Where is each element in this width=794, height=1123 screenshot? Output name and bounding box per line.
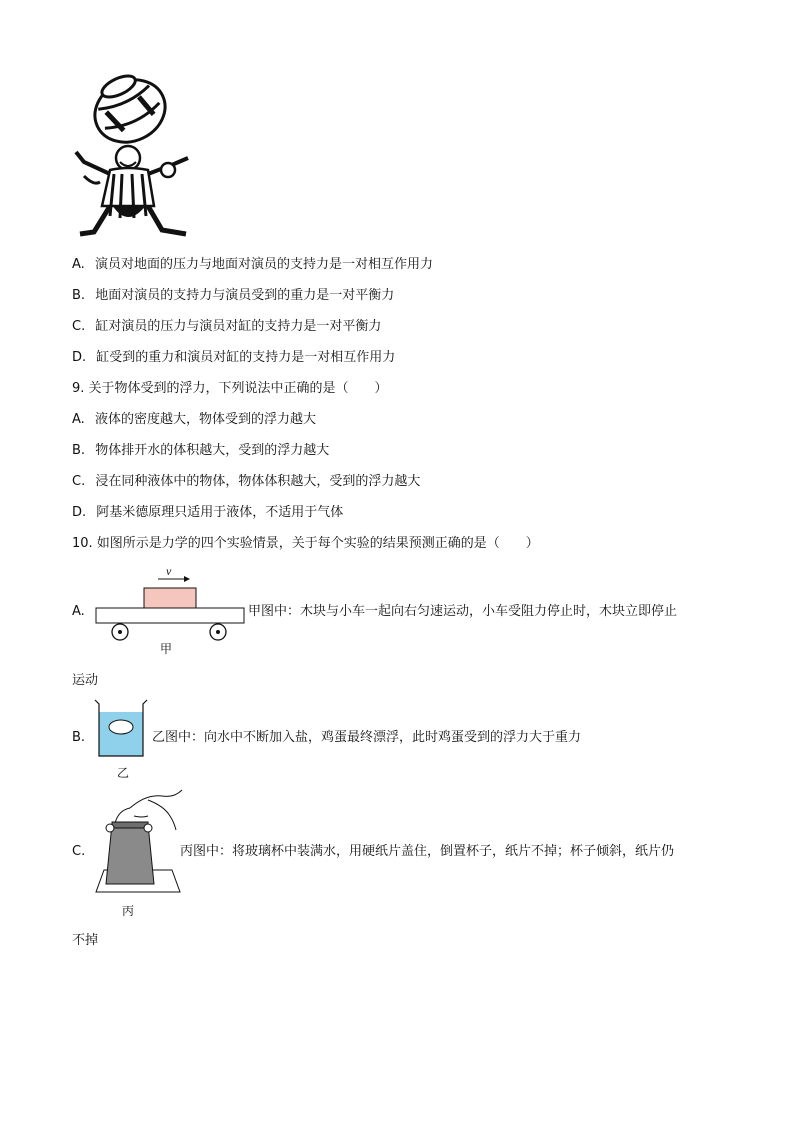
velocity-label: v xyxy=(166,564,172,578)
q10-stem: 10. 如图所示是力学的四个实验情景，关于每个实验的结果预测正确的是（ ） xyxy=(72,536,539,551)
q10-option-a-continuation: 运动 xyxy=(72,673,99,688)
q9-option-d xyxy=(72,504,343,522)
option-text: 缸受到的重力和演员对缸的支持力是一对相互作用力 xyxy=(96,350,396,365)
option-text: 阿基米德原理只适用于液体，不适用于气体 xyxy=(96,505,344,520)
q10-option-c-continuation: 不掉 xyxy=(72,933,99,948)
option-letter: A. xyxy=(72,412,85,427)
option-letter: D. xyxy=(72,350,87,365)
figure-caption-yi: 乙 xyxy=(117,766,130,780)
q9-option-a xyxy=(72,411,316,429)
q10-option-a-letter: A. xyxy=(72,604,85,619)
beaker-with-egg-diagram xyxy=(90,696,152,760)
option-text: 物体排开水的体积越大，受到的浮力越大 xyxy=(95,443,330,458)
figure-caption-jia: 甲 xyxy=(160,642,173,656)
option-letter: B. xyxy=(72,288,86,303)
cart-with-block-diagram xyxy=(92,563,248,643)
q8-option-c xyxy=(72,318,381,336)
option-text: 演员对地面的压力与地面对演员的支持力是一对相互作用力 xyxy=(94,257,433,272)
q10-option-c-text: 丙图中：将玻璃杯中装满水，用硬纸片盖住，倒置杯子，纸片不掉；杯子倾斜，纸片仍 xyxy=(180,844,675,859)
figure-caption-bing: 丙 xyxy=(122,904,135,918)
q9-option-c xyxy=(72,473,420,491)
performer-with-vat-illustration xyxy=(70,66,198,242)
q9-option-b xyxy=(72,442,329,460)
inverted-cup-diagram xyxy=(90,786,186,900)
q10-option-c-letter: C. xyxy=(72,844,86,859)
option-text: 浸在同种液体中的物体，物体体积越大，受到的浮力越大 xyxy=(95,474,421,489)
option-text: 地面对演员的支持力与演员受到的重力是一对平衡力 xyxy=(95,288,395,303)
q8-option-b xyxy=(72,287,394,305)
option-letter: B. xyxy=(72,443,86,458)
q10-option-a-text: 甲图中：木块与小车一起向右匀速运动，小车受阻力停止时，木块立即停止 xyxy=(248,604,678,619)
q8-option-a xyxy=(72,256,433,274)
option-letter: A. xyxy=(72,257,85,272)
option-letter: C. xyxy=(72,474,86,489)
option-letter: C. xyxy=(72,319,86,334)
q10-option-b-text: 乙图中：向水中不断加入盐，鸡蛋最终漂浮，此时鸡蛋受到的浮力大于重力 xyxy=(152,730,582,745)
option-letter: D. xyxy=(72,505,87,520)
q10-option-b-letter: B. xyxy=(72,730,86,745)
option-text: 缸对演员的压力与演员对缸的支持力是一对平衡力 xyxy=(95,319,382,334)
q9-stem: 9. 关于物体受到的浮力，下列说法中正确的是（ ） xyxy=(72,381,388,396)
option-text: 液体的密度越大，物体受到的浮力越大 xyxy=(94,412,316,427)
q8-option-d xyxy=(72,349,395,367)
